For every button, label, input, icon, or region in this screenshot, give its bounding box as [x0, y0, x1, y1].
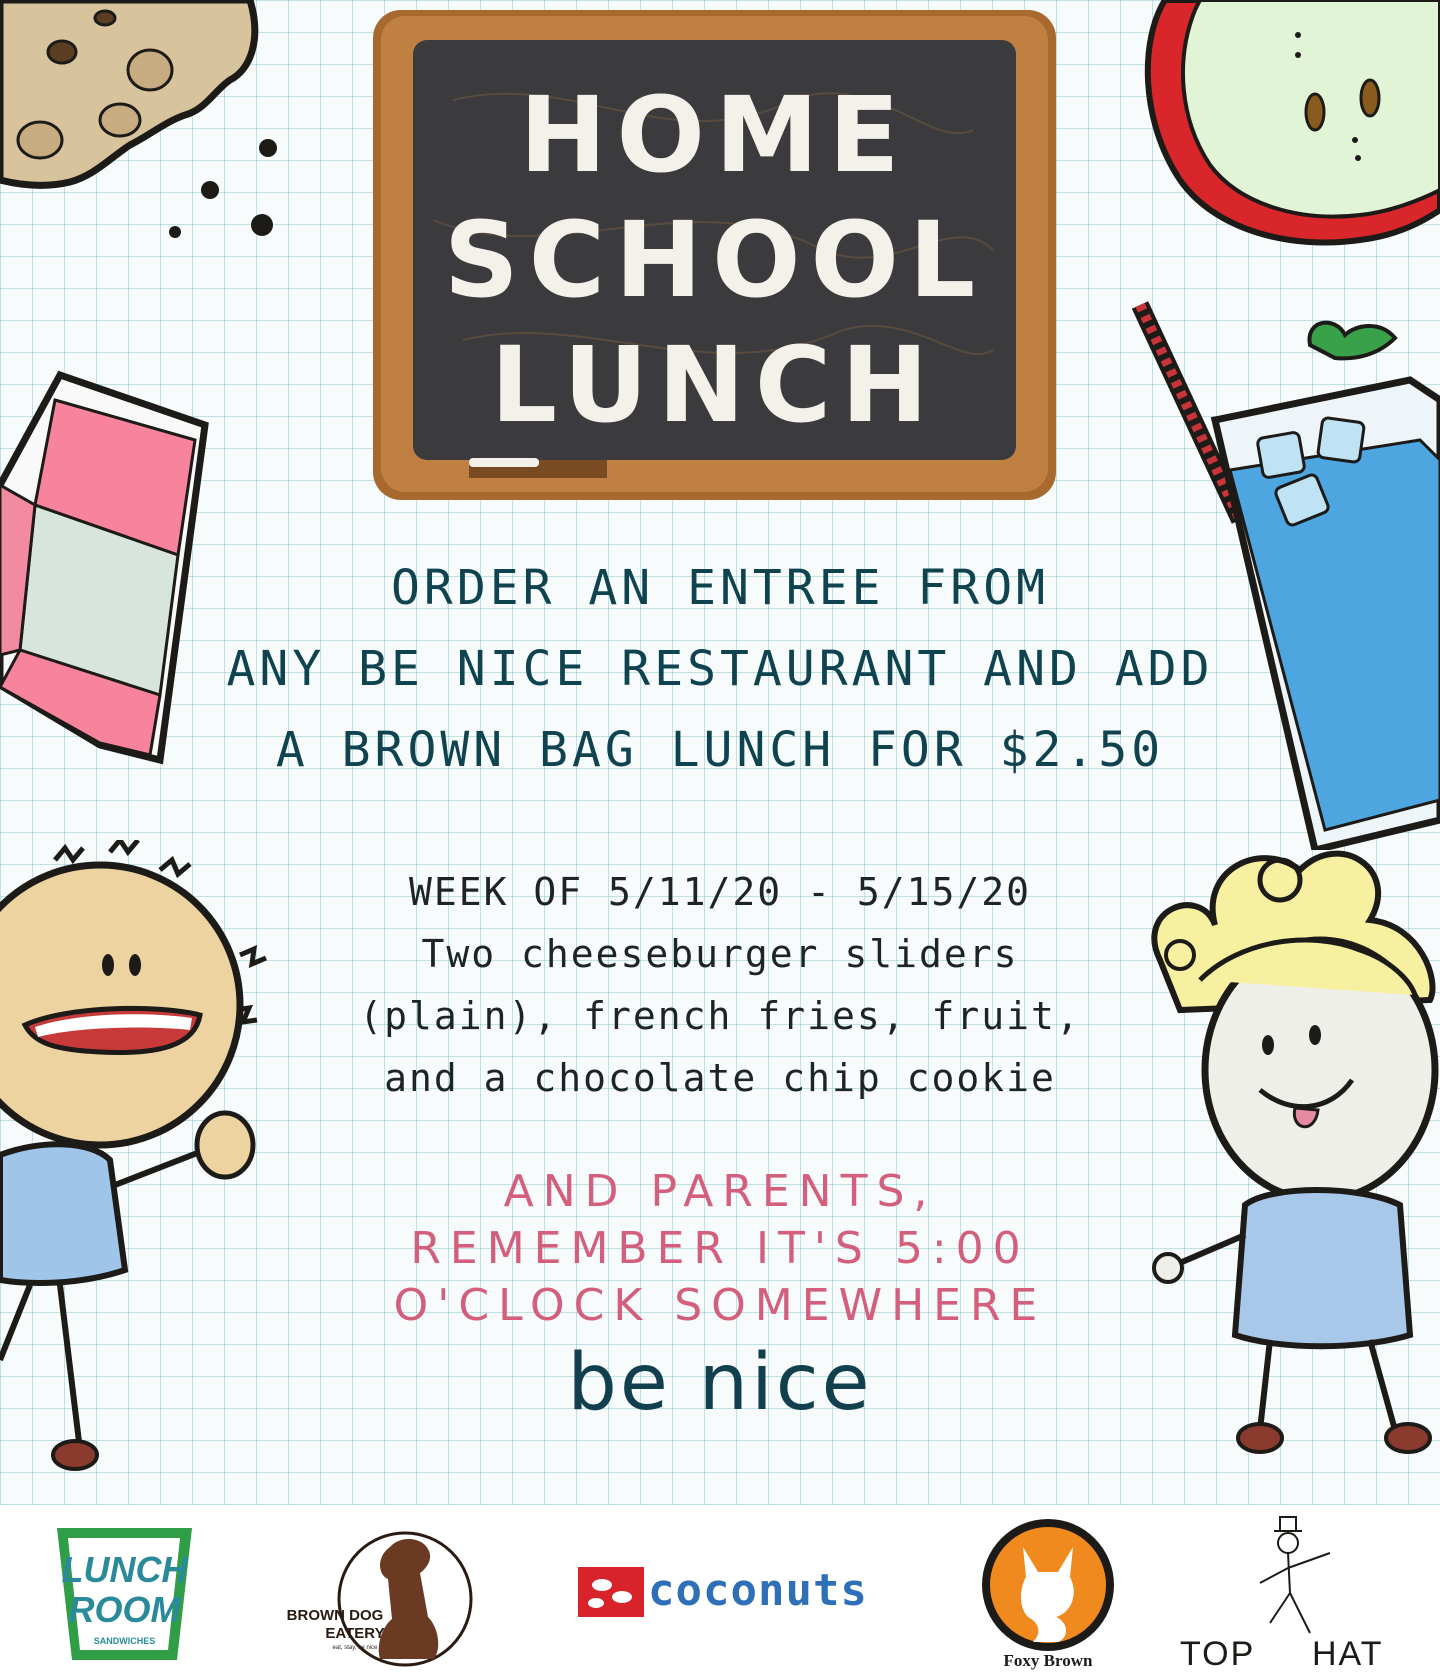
foxy-brown-fox-icon — [978, 1517, 1118, 1657]
menu-line-1: Two cheeseburger sliders — [421, 932, 1019, 976]
top-hat-name-right: HAT — [1312, 1635, 1384, 1673]
brown-dog-sub: eat, stay, be nice — [332, 1645, 378, 1651]
brown-dog-line-1: BROWN DOG — [286, 1607, 384, 1624]
lunch-room-logo — [52, 1523, 197, 1665]
offer-line-3: A BROWN BAG LUNCH FOR $2.50 — [275, 722, 1165, 778]
offer-line-1: ORDER AN ENTREE FROM — [391, 560, 1049, 616]
coconuts-fish-icon — [578, 1567, 644, 1617]
restaurant-logos-bar — [0, 1505, 1440, 1671]
coconuts-logo — [578, 1567, 898, 1619]
offer-line-2: ANY BE NICE RESTAURANT AND ADD — [226, 641, 1214, 697]
foxy-brown-name: Foxy Brown — [1003, 1651, 1093, 1670]
parents-line-2: REMEMBER IT'S 5:00 — [410, 1223, 1030, 1274]
cookie-illustration — [0, 0, 280, 250]
title-line-school: SCHOOL — [443, 199, 986, 321]
lunch-room-sub: SANDWICHES — [93, 1636, 156, 1646]
title-line-home: HOME — [519, 74, 910, 196]
be-nice-tagline: be nice — [567, 1338, 873, 1428]
menu-line-2: (plain), french fries, fruit, — [359, 994, 1081, 1038]
apple-illustration — [1120, 0, 1440, 260]
menu-line-3: and a chocolate chip cookie — [384, 1056, 1056, 1100]
lunch-room-line-2: ROOM — [68, 1589, 181, 1630]
chalkboard — [373, 10, 1056, 500]
top-hat-logo — [1180, 1513, 1410, 1671]
top-hat-name-left: TOP — [1180, 1635, 1256, 1673]
brown-dog-line-2: EATERY — [325, 1625, 385, 1642]
top-hat-dancer-icon — [1240, 1513, 1350, 1643]
title-line-lunch: LUNCH — [490, 324, 939, 446]
coconuts-name: coconuts — [648, 1565, 868, 1616]
brown-dog-eatery-logo — [270, 1527, 490, 1667]
foxy-brown-logo — [978, 1517, 1118, 1671]
parents-line-3: O'CLOCK SOMEWHERE — [393, 1280, 1047, 1331]
parents-line-1: AND PARENTS, — [503, 1166, 937, 1217]
menu-week: WEEK OF 5/11/20 - 5/15/20 — [409, 870, 1031, 914]
lunch-room-line-1: LUNCH — [61, 1549, 188, 1590]
